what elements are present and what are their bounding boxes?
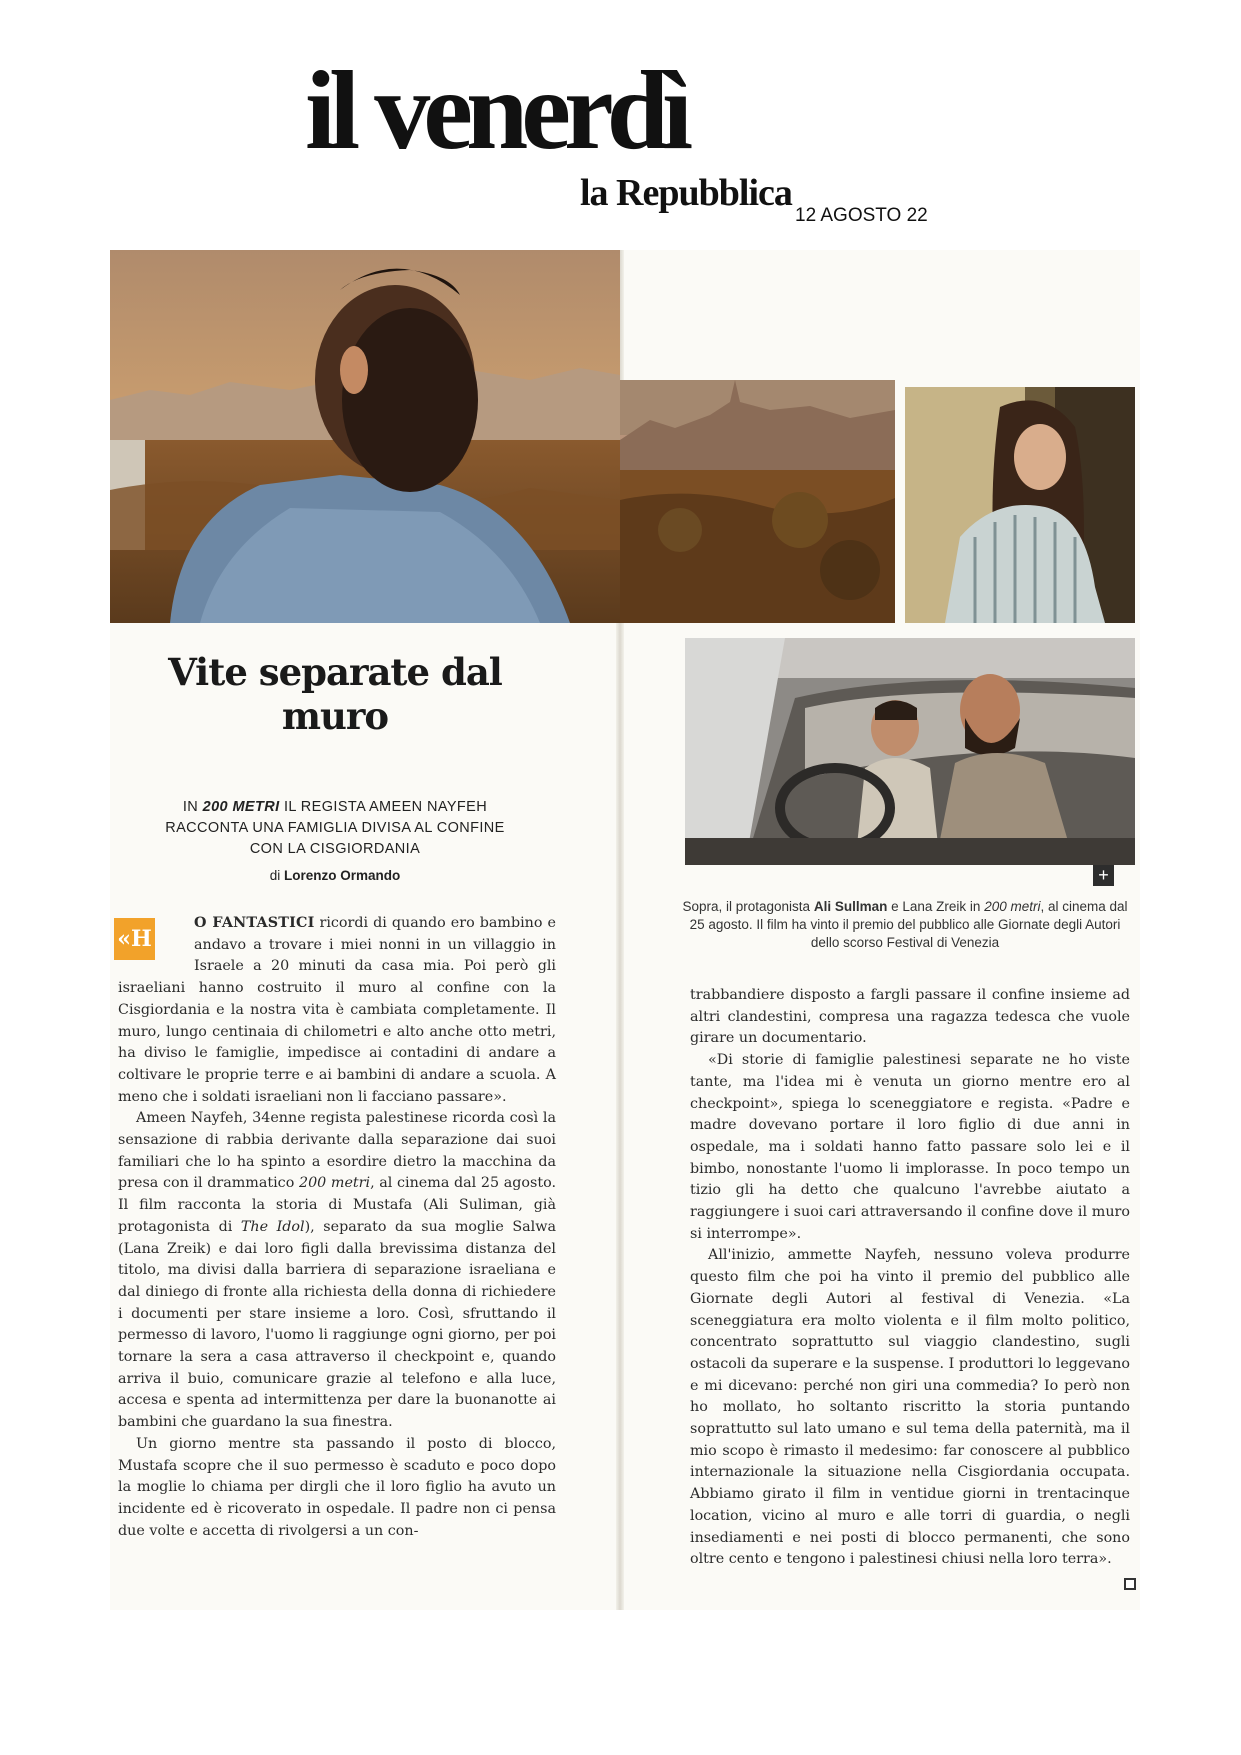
byline: di Lorenzo Ormando [269, 868, 401, 883]
dropcap-badge: «H [114, 918, 155, 960]
article-headline: Vite separate dal muro [168, 650, 502, 738]
article-deck: IN 200 METRI IL REGISTA AMEEN NAYFEH RACCONTA UNA FAMIGLIA DIVISA AL CONFINE CON LA CISGIORDANIA [165, 799, 505, 857]
paragraph-2: Ameen Nayfeh, 34enne regista palestinese ricorda così la sensazione di rabbia derivante dalla separazione dai suoi familiari che lo ha spinto a esordire dietro la macchina da presa con il drammatico 200 metri, al cinema dal 25 agosto. Il film racconta la storia di Mustafa (Ali Suliman, già protagonista di The Idol), separato da sua moglie Salwa (Lana Zreik) e dai loro figli dalla brevissima distanza del titolo, ma divisi dalla barriera di separazione israeliana e dal diniego di fronte alla richiesta della donna di richiedere i documenti per stare insieme a loro. Così, sfruttando il permesso di lavoro, l'uomo li raggiunge ogni giorno, per poi tornare la sera a casa attraverso il checkpoint e, quando arriva il buio, comunicare grazie al telefono e alla luce, accesa e spenta ad intermittenza per dare la buonanotte ai bambini che guardano la sua finestra. [118, 1110, 557, 1431]
expand-gallery-button[interactable]: + [1093, 865, 1114, 886]
magazine-title: il venerdì [305, 49, 687, 173]
paragraph-6: All'inizio, ammette Nayfeh, nessuno voleva produrre questo film che poi ha vinto il premio del pubblico alle Giornate degli Autori al festival di Venezia. «La sceneggiatura era molto violenta e il film molto politico, concentrato soprattutto sul viaggio clandestino, sugli ostacoli da superare e la suspense. I produttori lo leggevano e mi dicevano: perché non giri una commedia? Io però non ho mollato, ho soltanto riscritto la storia puntando soprattutto sul lato umano e sul tema della paternità, ma il mio scopo è rimasto il medesimo: far conoscere al pubblico internazionale la situazione nella Cisgiordania occupata. Abbiamo girato il film in ventidue giorni in trentacinque location, vicino al muro e alle torri di guardia, o negli insediamenti e nei posti di blocco permanenti, che sono oltre cento e tengono i palestinesi chiusi nella loro terra». [690, 1247, 1130, 1568]
issue-date: 12 AGOSTO 22 [795, 205, 928, 226]
photo-caption: Sopra, il protagonista Ali Sullman e Lana Zreik in 200 metri, al cinema dal 25 agosto. Il film ha vinto il premio del pubblico alle Giornate degli Autori dello scorso Festival di Venezia [682, 899, 1128, 950]
article-end-mark [1124, 1578, 1136, 1590]
paragraph-4: trabbandiere disposto a fargli passare il confine insieme ad altri clandestini, compresa una ragazza tedesca che vuole girare un documentario. [690, 987, 1130, 1047]
lead-in: O FANTASTICI [194, 915, 315, 931]
paragraph-5: «Di storie di famiglie palestinesi separate ne ho viste tante, ma l'idea mi è venuta un giorno mentre ero al checkpoint», spiega lo sceneggiatore e regista. «Padre e madre dovevano portare il loro figlio di due anni in ospedale, ma i soldati hanno fatto passare solo lei e il bimbo, nonostante l'uomo li implorasse. In poco tempo un tizio gli ha detto che qualcuno l'avrebbe aiutato a raggiungere i suoi cari attraversando il confine dove il muro si interrompe». [690, 1052, 1130, 1242]
photo-village-landscape [620, 380, 895, 623]
article-column-right [690, 985, 1130, 1571]
paragraph-3: Un giorno mentre sta passando il posto di blocco, Mustafa scopre che il suo permesso è scaduto e poco dopo la moglie lo chiama per dirgli che il loro figlio ha avuto un incidente ed è ricoverato in ospedale. Il padre non ci pensa due volte e accetta di rivolgersi a un con- [118, 1435, 556, 1539]
author-name: Lorenzo Ormando [284, 868, 401, 883]
photo-man-at-wall [110, 250, 620, 623]
paragraph-1: O FANTASTICI ricordi di quando ero bambino e andavo a trovare i miei nonni in un villaggio in Israele a 20 minuti da casa mia. Poi però gli israeliani hanno costruito il muro al confine con la Cisgiordania e la nostra vita è cambiata completamente. Il muro, lungo centinaia di chilometri e alto anche otto metri, ha diviso le famiglie, impedisce ai contadini di andare a coltivare le proprie terre e ai bambini di andare a scuola. A meno che i soldati israeliani non li facciano passare». [118, 915, 556, 1105]
newspaper-name: la Repubblica [580, 172, 792, 214]
photo-woman-actress [905, 387, 1135, 623]
masthead [305, 49, 928, 235]
photo-men-in-car [685, 638, 1135, 865]
article-column-left [118, 913, 556, 1542]
